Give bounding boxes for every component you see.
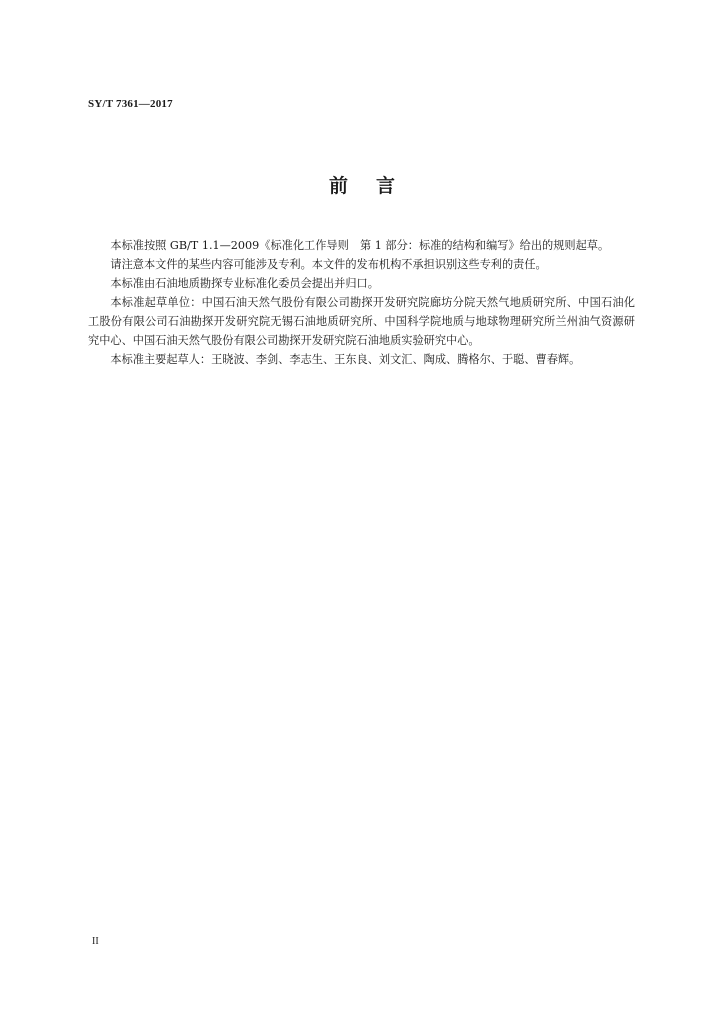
page-title: 前言 <box>328 175 423 197</box>
foreword-body <box>88 236 635 369</box>
paragraph-drafting-units: 本标准起草单位：中国石油天然气股份有限公司勘探开发研究院廊坊分院天然气地质研究所、中国石油化工股份有限公司石油勘探开发研究院无锡石油地质研究所、中国科学院地质与地球物理研究所兰州油气资源研究中心、中国石油天然气股份有限公司勘探开发研究院石油地质实验研究中心。 <box>88 296 635 347</box>
paragraph-drafting-rules: 本标准按照 GB/T 1.1—2009《标准化工作导则 第 1 部分：标准的结构和编写》给出的规则起草。 <box>110 239 610 252</box>
paragraph-patent-notice: 请注意本文件的某些内容可能涉及专利。本文件的发布机构不承担识别这些专利的责任。 <box>110 258 547 271</box>
page-number: II <box>92 936 99 947</box>
standard-code-header: SY/T 7361—2017 <box>88 98 173 110</box>
paragraph-drafters: 本标准主要起草人：王晓波、李剑、李志生、王东良、刘文汇、陶成、腾格尔、于聪、曹春辉。 <box>110 353 581 366</box>
paragraph-proposer: 本标准由石油地质勘探专业标准化委员会提出并归口。 <box>110 277 379 290</box>
